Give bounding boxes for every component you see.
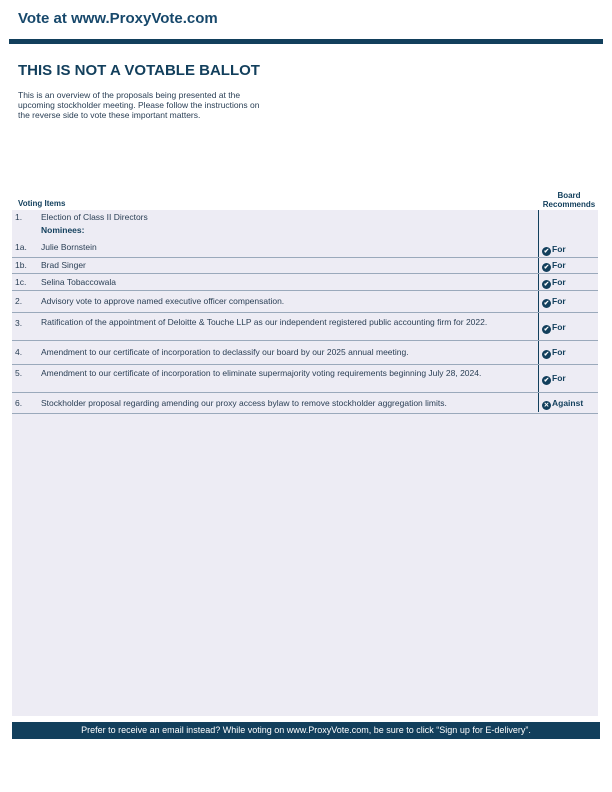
check-circle-icon: ✔ — [543, 281, 550, 288]
board-recommends-line2: Recommends — [542, 200, 596, 209]
recommendation — [542, 322, 566, 334]
item-number: 1b. — [15, 260, 27, 270]
recommendation-label: For — [552, 373, 566, 383]
item-text: Ratification of the appointment of Deloitte & Touche LLP as our independent registered public accounting firm for 2022. — [41, 317, 488, 327]
recommendation — [542, 347, 566, 359]
table-row — [12, 312, 598, 341]
item-text: Stockholder proposal regarding amending our proxy access bylaw to remove stockholder aggregation limits. — [41, 398, 447, 408]
item-text: Brad Singer — [41, 260, 86, 270]
item-number: 2. — [15, 296, 23, 306]
recommendation-label: For — [552, 244, 566, 254]
check-circle-icon: ✔ — [543, 248, 550, 255]
recommendation — [542, 296, 566, 308]
table-row — [12, 364, 598, 393]
intro-line: the reverse side to vote these important matters. — [18, 110, 201, 120]
recommendation — [542, 244, 566, 256]
table-row — [12, 257, 598, 274]
item-number: 1a. — [15, 242, 27, 252]
x-circle-icon: ✕ — [543, 402, 550, 409]
page-title: THIS IS NOT A VOTABLE BALLOT — [18, 62, 260, 79]
item-text: Amendment to our certificate of incorporation to eliminate supermajority voting requirements beginning July 28, 2024. — [41, 368, 482, 378]
table-row — [12, 212, 598, 240]
item-number: 5. — [15, 368, 23, 378]
item-text: Amendment to our certificate of incorporation to declassify our board by our 2025 annual meeting. — [41, 347, 409, 357]
item-number: 1. — [15, 212, 23, 222]
item-number: 1c. — [15, 277, 27, 287]
item-text: Julie Bornstein — [41, 242, 97, 252]
table-row — [12, 240, 598, 257]
table-row — [12, 273, 598, 291]
recommendation — [542, 260, 566, 272]
recommendation — [542, 398, 583, 410]
header-divider — [9, 39, 603, 44]
table-row — [12, 290, 598, 313]
item-number: 3. — [15, 318, 23, 328]
recommendation-label: For — [552, 260, 566, 270]
recommendation — [542, 373, 566, 385]
intro-line: This is an overview of the proposals being presented at the — [18, 90, 241, 100]
table-row — [12, 340, 598, 365]
item-text: Selina Tobaccowala — [41, 277, 116, 287]
vote-url-title: Vote at www.ProxyVote.com — [18, 10, 218, 27]
intro-text — [18, 90, 318, 120]
intro-line: upcoming stockholder meeting. Please follow the instructions on — [18, 100, 260, 110]
nominees-subheading: Nominees: — [41, 225, 85, 235]
item-text: Election of Class II Directors — [41, 212, 148, 222]
check-circle-icon: ✔ — [543, 326, 550, 333]
board-recommends-line1: Board — [557, 191, 581, 200]
recommendation-label: For — [552, 347, 566, 357]
board-recommends-header — [538, 191, 600, 209]
check-circle-icon: ✔ — [543, 264, 550, 271]
item-number: 6. — [15, 398, 23, 408]
recommendation-label: For — [552, 296, 566, 306]
check-circle-icon: ✔ — [543, 351, 550, 358]
table-row — [12, 392, 598, 414]
item-text: Advisory vote to approve named executive officer compensation. — [41, 296, 285, 306]
voting-items-header: Voting Items — [18, 199, 66, 208]
recommendation-label: Against — [552, 398, 584, 408]
recommendation-label: For — [552, 322, 566, 332]
recommendation-label: For — [552, 277, 566, 287]
check-circle-icon: ✔ — [543, 300, 550, 307]
recommendation — [542, 277, 566, 289]
e-delivery-banner: Prefer to receive an email instead? While voting on www.ProxyVote.com, be sure to click “Sign up for E-delivery”. — [12, 722, 600, 739]
check-circle-icon: ✔ — [543, 377, 550, 384]
item-number: 4. — [15, 347, 23, 357]
